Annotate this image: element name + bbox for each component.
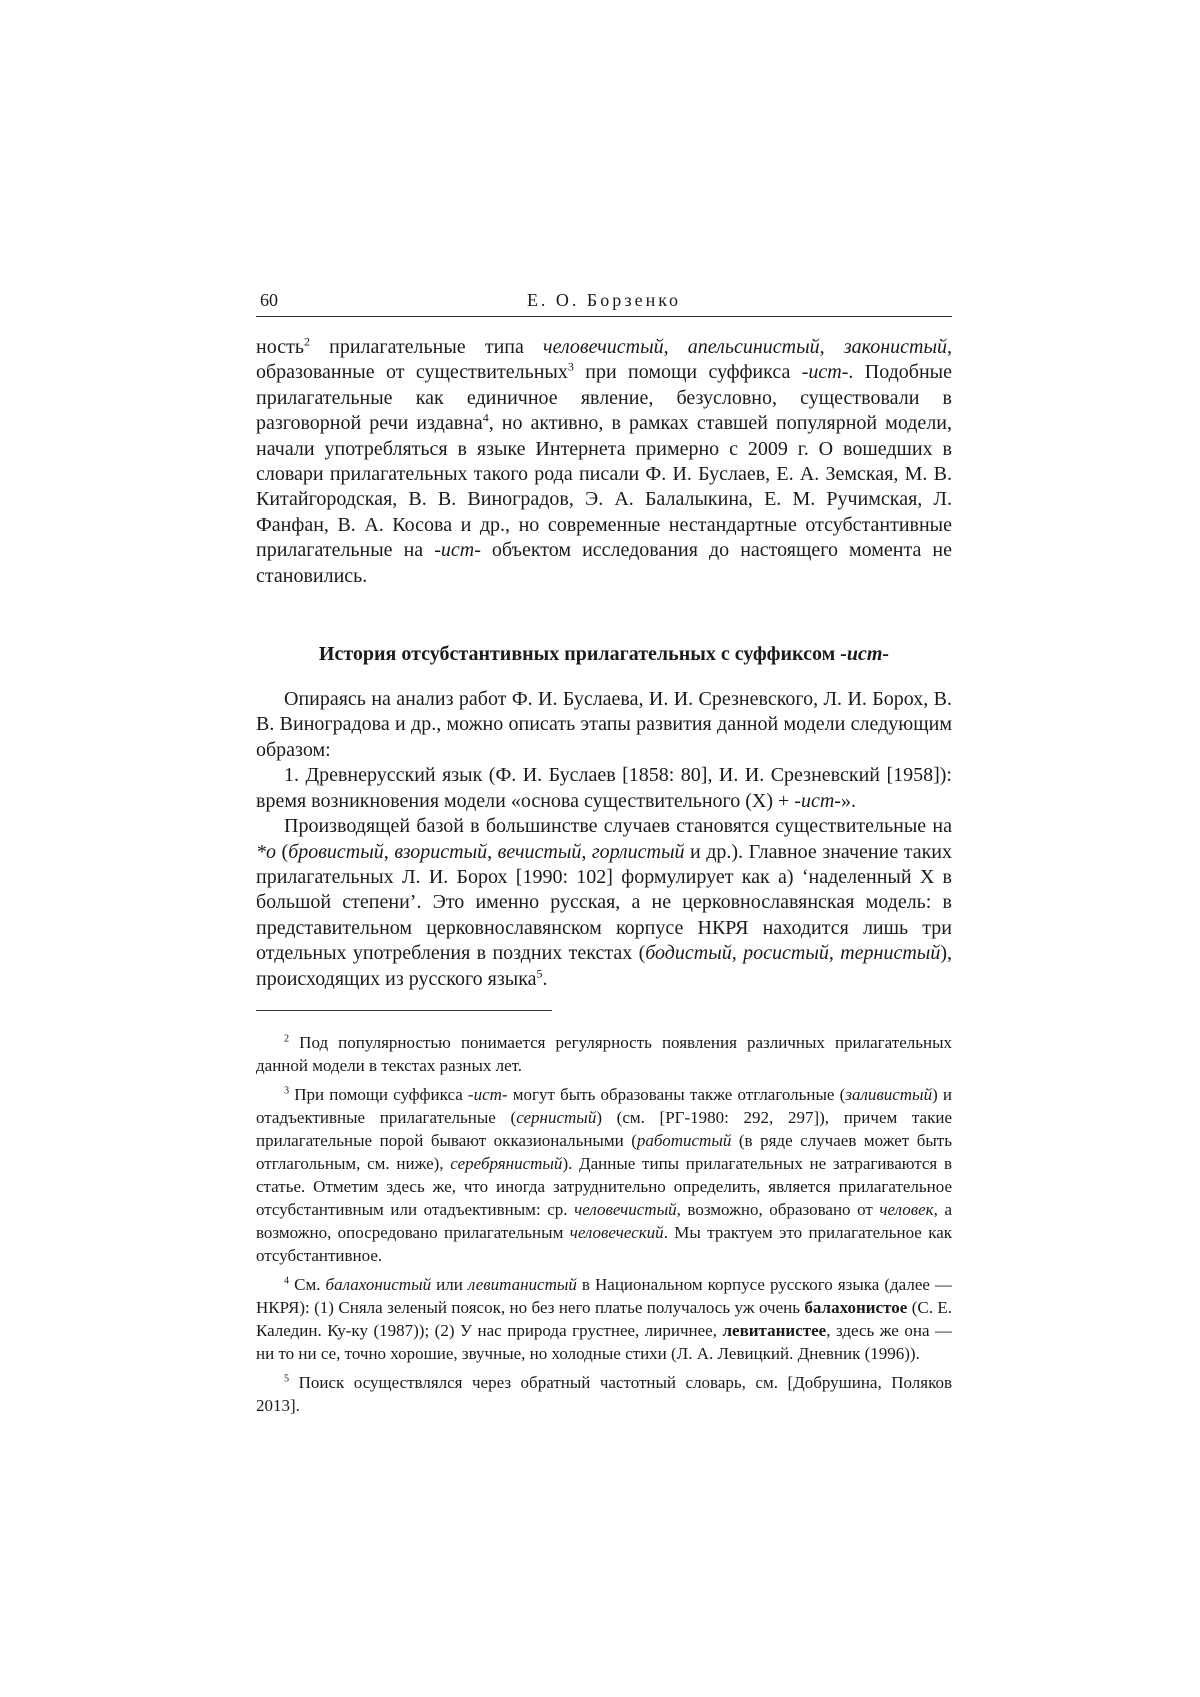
- footnote-divider: [256, 1010, 552, 1011]
- footnote-ref-5: 5: [536, 965, 543, 980]
- page-number: 60: [260, 290, 278, 310]
- footnote-2: $^2$ Под популярностью понимается регулярность появления различных прилагательных данной модели в текстах разных лет.: [256, 1032, 952, 1075]
- footnote-ref-4: 4: [482, 410, 489, 425]
- footnote-5: $^5$ Поиск осуществлялся через обратный частотный словарь, см. [Добрушина, Поляков 2013].: [256, 1372, 952, 1415]
- footnote-ref-2: 2: [303, 334, 310, 349]
- running-head: Е. О. Борзенко: [526, 290, 682, 310]
- section-title: История отсубстантивных прилагательных с суффиксом -ист-: [318, 643, 890, 666]
- body-text: [256, 335, 952, 992]
- footnote-3: $^3$ При помощи суффикса -ист- могут быть образованы также отглагольные (заливистый) и отадъективные прилагательные (сернистый) (см. [РГ-1980: 292, 297]), причем такие прилагательные порой бывают окказиональными (работистый (в ряде случаев может быть отглагольным, см. ниже), серебрянистый). Данные типы прилагательных не затрагиваются в статье. Отметим здесь же, что иногда затруднительно определить, является прилагательное отсубстантивным или отадъективным: ср. человечистый, возможно, образовано от человек, а возможно, опосредовано прилагательным человеческий. Мы трактуем это прилагательное как отсубстантивное.: [256, 1084, 953, 1265]
- paragraph-1: ность$^2$ прилагательные типа человечистый, апельсинистый, законистый, образованные от существительных$^3$ при помощи суффикса -ист-. Подобные прилагательные как единичное явление, безусловно, существовали в разговорной речи издавна$^4$, но активно, в рамках ставшей популярной модели, начали употребляться в языке Интернета примерно с 2009 г. О вошедших в словари прилагательных такого рода писали Ф. И. Буслаев, Е. А. Земская, М. В. Китайгородская, В. В. Виноградов, Э. А. Балалыкина, Е. М. Ручимская, Л. Фанфан, В. А. Косова и др., но современные нестандартные отсубстантивные прилагательные на -ист- объектом исследования до настоящего момента не становились.: [256, 334, 953, 587]
- paragraph-3: 1. Древнерусский язык (Ф. И. Буслаев [1858: 80], И. И. Срезневский [1958]): время возникновения модели «основа существительного (X) + -ист-».: [256, 764, 952, 812]
- footnotes: [256, 1031, 952, 1417]
- paragraph-2: Опираясь на анализ работ Ф. И. Буслаева, И. И. Срезневского, Л. И. Борох, В. В. Виноградова и др., можно описать этапы развития данной модели следующим образом:: [256, 688, 952, 761]
- page-header: [256, 286, 952, 317]
- footnote-4: $^4$ См. балахонистый или левитанистый в Национальном корпусе русского языка (далее — НКРЯ): (1) Сняла зеленый поясок, но без него платье получалось уж очень балахонистое (С. Е. Каледин. Ку-ку (1987)); (2) У нас природа грустнее, лиричнее, левитанистее, здесь же она — ни то ни се, точно хорошие, звучные, но холодные стихи (Л. А. Левицкий. Дневник (1996)).: [256, 1274, 952, 1363]
- page: [256, 286, 952, 1423]
- footnote-ref-3: 3: [567, 359, 574, 374]
- paragraph-4: Производящей базой в большинстве случаев становятся существительные на *o (бровистый, взористый, вечистый, горлистый и др.). Главное значение таких прилагательных Л. И. Борох [1990: 102] формулирует как а) ‘наделенный X в большой степени’. Это именно русская, а не церковнославянская модель: в представительном церковнославянском корпусе НКРЯ находится лишь три отдельных употребления в поздних текстах (бодистый, росистый, тернистый), происходящих из русского языка$^5$.: [256, 815, 953, 990]
